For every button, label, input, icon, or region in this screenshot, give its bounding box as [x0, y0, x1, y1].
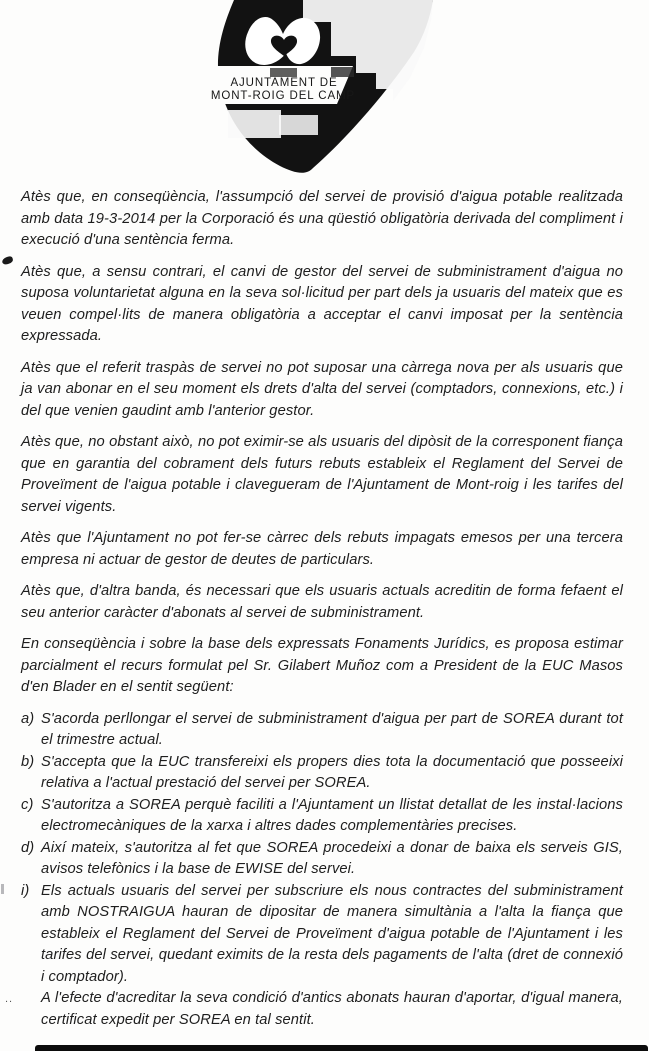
paragraph-ates-6: Atès que, d'altra banda, és necessari que els usuaris actuals acreditin de forma fefaent el seu anterior caràcter d'abonats al servei de subministrament.: [21, 583, 623, 621]
list-item-text: A l'efecte d'acreditar la seva condició d'antics abonats hauran d'aportar, d'igual manera, certificat expedit per SOREA en tal sentit.: [41, 990, 623, 1028]
paragraph-conclusion-intro: En conseqüència i sobre la base dels expressats Fonaments Jurídics, es proposa estimar parcialment el recurs formulat pel Sr. Gilabert Muñoz com a President de la EUC Masos d'en Blader en el sentit següent:: [21, 636, 623, 695]
paragraph-ates-1: Atès que, en conseqüència, l'assumpció del servei de provisió d'aigua potable realitzada amb data 19-3-2014 per la Corporació és una qüestió obligatòria derivada del compliment i execució d'una sentència ferma.: [21, 189, 623, 248]
list-item-b: [21, 752, 623, 795]
list-item-label: i): [21, 882, 30, 899]
list-item-d: [21, 838, 623, 881]
list-item-text: S'autoritza a SOREA perquè faciliti a l'Ajuntament un llistat detallat de les instal·lacions electromecàniques de la xarxa i altres dades complementàries precises.: [41, 796, 623, 834]
list-item-label: c): [21, 796, 34, 813]
list-item-label: b): [21, 753, 35, 770]
list-item-i: [21, 881, 623, 989]
list-item-text: Així mateix, s'autoritza al fet que SOREA procedeixi a donar de baixa els serveis GIS, avisos telefònics i la base de EWISE del servei.: [41, 839, 623, 877]
list-item-final-note: [21, 988, 623, 1031]
logo-pixel-stairs-bottom: [228, 110, 281, 138]
scan-artifact-dash: [1, 884, 4, 894]
scan-speckle: [331, 67, 354, 77]
scan-speckle: [270, 68, 297, 77]
list-item-a: [21, 709, 623, 752]
logo-pixel-stairs-bottom: [279, 115, 318, 135]
list-item-text: S'accepta que la EUC transfereixi els propers dies tota la documentació que posseeixi relativa a l'actual prestació del servei per SOREA.: [41, 753, 623, 791]
list-item-label: d): [21, 839, 35, 856]
document-body: [21, 187, 623, 1031]
ajuntament-mont-roig-logo: [0, 0, 649, 182]
list-item-text: S'acorda perllongar el servei de subministrament d'aigua per part de SOREA durant tot el trimestre actual.: [41, 710, 623, 748]
logo: [0, 0, 649, 182]
paragraph-ates-3: Atès que el referit traspàs de servei no pot suposar una càrrega nova per als usuaris que ja van abonar en el seu moment els drets d'alta del servei (comptadors, connexions, etc.) i del que venien gaudint amb l'anterior gestor.: [21, 359, 623, 419]
logo-line2: MONT-ROIG DEL CAMP: [210, 90, 356, 102]
logo-line1: AJUNTAMENT DE: [230, 77, 338, 89]
scan-artifact-tick: [1, 255, 14, 265]
list-item-c: [21, 795, 623, 838]
paragraph-ates-5: Atès que l'Ajuntament no pot fer-se càrrec dels rebuts impagats emesos per una tercera empresa ni actuar de gestor de deutes de particulars.: [21, 530, 623, 568]
scan-artifact-dots: ..: [5, 993, 14, 1005]
paragraph-ates-4: Atès que, no obstant això, no pot eximir-se als usuaris del dipòsit de la corresponent fiança que en garantia del cobrament dels futurs rebuts estableix el Reglament del Servei de Proveïment de l'aigua potable i clavegueram de l'Ajuntament de Mont-roig i les tarifes del servei vigents.: [21, 434, 623, 515]
page-bottom-scan-bar: [35, 1045, 648, 1051]
list-item-text: Els actuals usuaris del servei per subscriure els nous contractes del subministrament amb NOSTRAIGUA hauran de dipositar de manera simultània a l'alta la fiança que estableix el Reglament del Servei de Proveïment d'aigua potable de l'Ajuntament i les tarifes del servei, quedant eximits de la resta dels pagaments de l'alta (dret de connexió i comptador).: [41, 882, 623, 985]
resolution-list: [21, 709, 623, 1032]
list-item-label: [21, 988, 41, 1031]
paragraph-ates-2: Atès que, a sensu contrari, el canvi de gestor del servei de subministrament d'aigua no suposa voluntarietat alguna en la seva sol·licitud per part dels ja usuaris del mateix que es veuen compel·lits de manera obligatòria a acceptar el canvi imposat per la sentència expressada.: [21, 263, 623, 344]
list-item-label: a): [21, 710, 35, 727]
